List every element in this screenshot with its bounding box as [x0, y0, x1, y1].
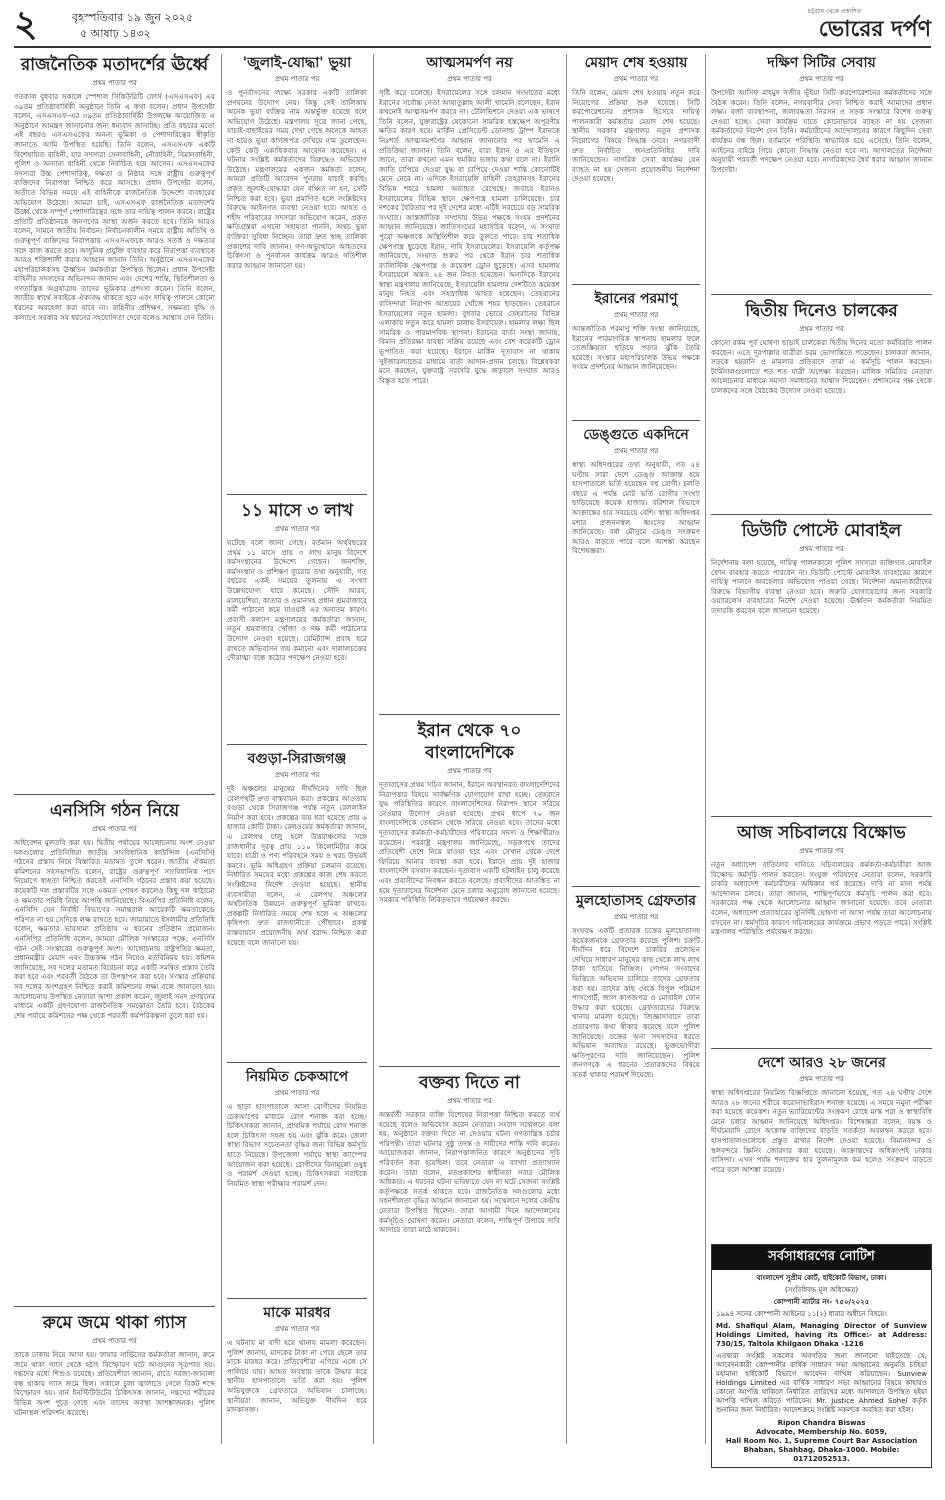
article-body: এ ছাড়া হাসপাতালে আসা রোগীদের নিয়মিত চেকআপের মাধ্যমে রোগ শনাক্ত করা হচ্ছে। চিকিৎসকরা জানান, প্রাথমিক পর্যায়ে রোগ শনাক্ত হলে চিকিৎসা সহজ হয় এবং ঝুঁকি কমে। জেলা স্বাস্থ্য বিভাগ সচেতনতা বৃদ্ধির জন্য বিভিন্ন কর্মসূচি হাতে নিয়েছে। উপজেলা পর্যায়ে স্বাস্থ্য ক্যাম্পের আয়োজন করা হয়েছে। রোগীদের বিনামূল্যে ওষুধ ও পরামর্শ দেওয়া হচ্ছে। চিকিৎসকরা সবাইকে নিয়মিত স্বাস্থ্য পরীক্ষার পরামর্শ দেন। — [227, 1102, 367, 1188]
article-headline: মুলহোতাসহ গ্রেফতার — [576, 893, 696, 909]
continued-label: প্রথম পাতার পর — [799, 847, 844, 855]
article-body: এ ঘটনায় মা বাদী হয়ে থানায় মামলা করেছেন। পুলিশ জানায়, মাদকের টাকা না পেয়ে ছেলে তার মাকে মারধর করে। প্রতিবেশীরা এগিয়ে এলে সে পালিয়ে যায়। আহত অবস্থায় তাকে উদ্ধার করে স্থানীয় হাসপাতালে ভর্তি করা হয়। পুলিশ অভিযুক্তকে গ্রেফতারে অভিযান চালাচ্ছে। স্থানীয়রা জানান, অভিযুক্ত দীর্ঘদিন ধরে মাদকাসক্ত। — [227, 1338, 367, 1415]
article — [14, 54, 215, 788]
continued-label: প্রথম পাতার পর — [274, 75, 320, 83]
article-body: অন্তর্বর্তী সরকার ব্যক্তি বিশেষের নিরাপত্তা নিশ্চিত করতে ব্যর্থ হয়েছে বলেও অভিযোগ করেন নেতারা। সংবাদ সম্মেলনে বলা হয়, অনুষ্ঠানে বক্তব্য দিতে না দেওয়ার ঘটনা গণতান্ত্রিক চর্চার পরিপন্থী। তারা ঘটনার সুষ্ঠু তদন্ত ও দায়ীদের শাস্তি দাবি করেন। আয়োজকরা জানান, নিরাপত্তাজনিত কারণে অনুষ্ঠানের সূচি পরিবর্তন করা হয়েছিল। তবে নেতারা এ ব্যাখ্যা প্রত্যাখ্যান করেন। তারা বলেন, মতপ্রকাশের স্বাধীনতা সবার মৌলিক অধিকার। এ ধরনের ঘটনা ভবিষ্যতে যেন না ঘটে সেজন্য সংশ্লিষ্ট কর্তৃপক্ষকে সতর্ক থাকতে হবে। রাজনৈতিক দলগুলোর মধ্যে সহনশীলতা বৃদ্ধির আহ্বান জানানো হয়। সম্মেলনে দলের কেন্দ্রীয় নেতারা উপস্থিত ছিলেন। তারা আগামী দিনে আন্দোলনের কর্মসূচিও ঘোষণা করেন। নেতারা বলেন, শান্তিপূর্ণ উপায়ে দাবি আদায়ে তারা মাঠে থাকবেন। — [379, 1110, 560, 1235]
article-headline: ইরানের পরমাণু — [594, 291, 678, 307]
continued-label: প্রথম পাতার পর — [274, 1325, 320, 1333]
continued-label: প্রথম পাতার পর — [274, 1089, 320, 1097]
article-body: আন্তর্জাতিক পরমাণু শক্তি সংস্থা জানিয়েছে, ইরানের পারমাণবিক স্থাপনায় হামলার ফলে তেজস্ক্রিয়তা ছড়িয়ে পড়ার ঝুঁকি তৈরি হয়েছে। সংস্থার মহাপরিচালক উভয় পক্ষকে সংযম প্রদর্শনের আহ্বান জানিয়েছেন। — [572, 324, 700, 372]
article — [572, 892, 700, 1496]
column-1 — [14, 54, 215, 1444]
column-divider — [705, 54, 706, 1444]
article-body: গতকাল বুধবার সকালে স্পেশাল সিকিউরিটি ফোর্স (এসএসএফ) এর ৩৯তম প্রতিষ্ঠাবার্ষিকী অনুষ্ঠানে তিনি এ কথা বলেন। প্রধান উপদেষ্টা বলেন, এসএসএফ-এর ৩৯তম প্রতিষ্ঠাবার্ষিকী উপলক্ষে আয়োজিত এ অনুষ্ঠানে আমন্ত্রণ জানানোর জন্য ধন্যবাদ জানাচ্ছি। প্রতি বছরের মতো এই বছরও এসএসএফের অনন্য ভূমিকা ও পেশাদারিত্বের স্বীকৃতি জানাতে আমি উপস্থিত হয়েছি। তিনি বলেন, এসএসএফ একটি বিশেষায়িত বাহিনী, যার সদস্যরা সেনাবাহিনী, নৌবাহিনী, বিমানবাহিনী, পুলিশ ও অন্যান্য বাহিনী থেকে নির্বাচিত হয়ে আসেন। এসএসএফের সদস্যরা উচ্চ পেশাদারিত্ব, দক্ষতা ও নিষ্ঠার সঙ্গে রাষ্ট্রীয় গুরুত্বপূর্ণ ব্যক্তিদের নিরাপত্তা নিশ্চিত করে আসছে। প্রধান উপদেষ্টা বলেন, অতীতে বিভিন্ন সময়ে এই বাহিনীকে রাজনৈতিক উদ্দেশ্যে ব্যবহারের অভিযোগ উঠেছে। আমরা চাই, এসএসএফ রাজনৈতিক মতাদর্শের ঊর্ধ্বে থেকে সম্পূর্ণ পেশাদারিত্বের সঙ্গে তার দায়িত্ব পালন করবে। রাষ্ট্রের প্রতিটি প্রতিষ্ঠানকে জনগণের আস্থা অর্জন করতে হবে। তিনি আরও বলেন, সামনে জাতীয় নির্বাচন। নির্বাচনকালীন সময়ে রাষ্ট্রীয় অতিথি ও গুরুত্বপূর্ণ ব্যক্তিদের নিরাপত্তায় এসএসএফকে আরও সতর্ক ও দক্ষতার সঙ্গে কাজ করতে হবে। আধুনিক প্রযুক্তি ব্যবহার করে নিরাপত্তা ব্যবস্থাকে আরও শক্তিশালী করার আহ্বান জানান তিনি। অনুষ্ঠানে এসএসএফের মহাপরিচালকসহ ঊর্ধ্বতন কর্মকর্তারা উপস্থিত ছিলেন। প্রধান উপদেষ্টা বাহিনীর সদস্যদের অভিনন্দন জানান এবং দেশের শান্তি, স্থিতিশীলতা ও গণতান্ত্রিক অগ্রযাত্রায় তাদের ভূমিকার প্রশংসা করেন। তিনি বলেন, জাতীয় স্বার্থে সবাইকে ঐক্যবদ্ধ থাকতে হবে এবং দায়িত্ব পালনে কোনো ধরনের অবহেলা করা যাবে না। বাহিনীর প্রশিক্ষণ, সক্ষমতা বৃদ্ধি ও কল্যাণে সরকার সব ধরনের সহযোগিতা দেবে বলেও আশ্বাস দেন তিনি। — [14, 92, 215, 322]
article-body: দূতাবাসের প্রথম সচিব জানান, ইরানে অবস্থানরত বাংলাদেশিদের নিরাপত্তার বিষয়ে সার্বক্ষণিক যোগাযোগ রাখা হচ্ছে। তেহরানে যুদ্ধ পরিস্থিতির কারণে বাংলাদেশিদের নিরাপদ স্থানে সরিয়ে নেওয়ার উদ্যোগ নেওয়া হয়েছে। প্রথম ধাপে ৭০ জন বাংলাদেশিকে তেহরান থেকে সরিয়ে নেওয়া হবে। তাদের মধ্যে দূতাবাসের কর্মকর্তা-কর্মচারীদের পরিবারের সদস্য ও শিক্ষার্থীরাও রয়েছেন। পররাষ্ট্র মন্ত্রণালয় জানিয়েছে, সড়কপথে তাদের প্রতিবেশী দেশে নিয়ে যাওয়া হবে এবং সেখান থেকে দেশে ফিরিয়ে আনার ব্যবস্থা করা হবে। ইরানে প্রায় দুই হাজার বাংলাদেশি বসবাস করছেন। দূতাবাস একটি হটলাইন চালু করেছে এবং প্রবাসীদের নিবন্ধন করতে বলেছে। প্রবাসীদের আতঙ্কিত না হয়ে দূতাবাসের নির্দেশনা মেনে চলার অনুরোধ জানানো হয়েছে। সরকার পরিস্থিতি নিবিড়ভাবে পর্যবেক্ষণ করছে। — [379, 780, 560, 905]
article-headline: এনসিসি গঠন নিয়ে — [49, 801, 180, 821]
continued-label: প্রথম পাতার পর — [799, 325, 844, 333]
article-body: তাকে ঢাকায় নিয়ে আসা হয়। ফায়ার সার্ভিসের কর্মকর্তারা জানান, রুমে জমে থাকা গ্যাস থেকে হঠাৎ বিস্ফোরণ ঘটে আগুনের সূত্রপাত হয়। দগ্ধদের মধ্যে শিশুও রয়েছে। প্রতিবেশীরা জানান, রাতে দরজা-জানালা বন্ধ থাকায় গ্যাস জমে ছিল। সকালে চুলা জ্বালাতে গেলে বিকট শব্দে বিস্ফোরণ হয়। বার্ন ইনস্টিটিউটের চিকিৎসক জানান, দগ্ধদের শরীরের বিভিন্ন অংশ পুড়ে গেছে এবং তাদের অবস্থা আশঙ্কাজনক। পুলিশ ঘটনাস্থল পরিদর্শন করেছে। — [14, 1350, 215, 1417]
article-body: স্বাস্থ্য অধিদপ্তরের নিয়মিত বিজ্ঞপ্তিতে জানানো হয়েছে, গত ২৪ ঘণ্টায় দেশে আরও ২৮ জনের শরীরে করোনাভাইরাস শনাক্ত হয়েছে। এ সময়ে নমুনা পরীক্ষা করা হয়েছে কয়েকশ। নতুন ভ্যারিয়েন্টের সংক্রমণ রোধে মাস্ক পরা ও স্বাস্থ্যবিধি মেনে চলার আহ্বান জানিয়েছে অধিদপ্তর। বিশেষজ্ঞরা বলেন, বয়স্ক ও দীর্ঘমেয়াদি রোগে আক্রান্ত ব্যক্তিদের বাড়তি সতর্কতা অবলম্বন করতে হবে। হাসপাতালগুলোকে প্রস্তুত রাখার নির্দেশ দেওয়া হয়েছে। বিমানবন্দর ও স্থলবন্দরে স্ক্রিনিং জোরদার করা হয়েছে। আক্রান্তদের অধিকাংশই ঢাকার বাসিন্দা। এখন পর্যন্ত শনাক্তের হার তুলনামূলক কম হলেও সংক্রমণ বাড়তে পারে বলে আশঙ্কা রয়েছে। — [711, 1088, 932, 1174]
article — [572, 290, 700, 414]
continued-label: প্রথম পাতার পর — [92, 825, 137, 833]
date-line-bangla: ৫ আষাঢ় ১৪৩২ — [80, 27, 151, 40]
article-headline: রাজনৈতিক মতাদর্শের ঊর্ধ্বে — [20, 55, 209, 75]
article — [711, 520, 932, 810]
article-headline: নিয়মিত চেকআপে — [245, 1069, 349, 1085]
date-line: বৃহস্পতিবার ১৯ জুন ২০২৫ — [72, 11, 194, 24]
continued-label: প্রথম পাতার পর — [799, 1075, 844, 1083]
article — [572, 54, 700, 278]
article-headline: আজ সচিবালয়ে বিক্ষোভ — [737, 823, 906, 843]
logo-tagline: চট্টগ্রাম থেকে প্রকাশিত — [807, 8, 861, 15]
article-headline: বগুড়া-সিরাজগঞ্জ — [247, 751, 347, 767]
article — [711, 54, 932, 288]
column-4 — [572, 54, 700, 1444]
article-body: তিনি বলেন, মেয়াদ শেষ হওয়ায় নতুন করে নিয়োগের প্রক্রিয়া শুরু হয়েছে। সিটি করপোরেশনের প্রশাসক হিসেবে দায়িত্ব পালনকারী কর্মকর্তার মেয়াদ শেষ হয়েছে। স্থানীয় সরকার মন্ত্রণালয় নতুন প্রশাসক নিয়োগের বিষয়ে সিদ্ধান্ত নেবে। নগরবাসী দ্রুত নির্বাচিত জনপ্রতিনিধির দাবি জানিয়েছেন। নাগরিক সেবা কার্যক্রম যেন ব্যাহত না হয় সেজন্য প্রয়োজনীয় নির্দেশনা দেওয়া হয়েছে। — [572, 88, 700, 184]
continued-label: প্রথম পাতার পর — [92, 79, 137, 87]
article — [711, 300, 932, 508]
notice-jurisdiction: (সংবিধিবদ্ধ মূল অধিক্ষেত্র) — [784, 1286, 859, 1294]
article-headline: রুমে জমে থাকা গ্যাস — [42, 1313, 187, 1333]
continued-label: প্রথম পাতার পর — [274, 525, 320, 533]
article — [379, 720, 560, 1060]
article-body: স্বাস্থ্য অধিদপ্তরের তথ্য অনুযায়ী, গত ২৪ ঘণ্টায় সারা দেশে ডেঙ্গু আক্রান্ত হয়ে হাসপাতালে ভর্তি হয়েছেন বহু রোগী। চলতি বছরে এ পর্যন্ত মোট ভর্তি রোগীর সংখ্যা ছাড়িয়েছে কয়েক হাজার। বরিশাল বিভাগে আক্রান্তের হার সবচেয়ে বেশি। স্বাস্থ্য অধিদপ্তর মশার প্রজননস্থল ধ্বংসের আহ্বান জানিয়েছে। বর্ষা মৌসুমে ডেঙ্গু সংক্রমণ আরও বাড়তে পারে বলে আশঙ্কা করছেন বিশেষজ্ঞরা। — [572, 460, 700, 556]
notice-title: সর্বসাধারণের নোটিশ — [712, 1245, 931, 1270]
article-body: কোনো রকম পূর্ব ঘোষণা ছাড়াই চালকেরা দ্বিতীয় দিনের মতো কর্মবিরতি পালন করছেন। এতে দূরপাল্লার যাত্রীরা চরম ভোগান্তিতে পড়েছেন। চালকরা জানান, সড়কে হয়রানি ও মামলার প্রতিবাদে তারা এ কর্মসূচি পালন করছেন। টার্মিনালগুলোতে শত শত যাত্রী অপেক্ষা করছেন। মালিক সমিতির নেতারা আলোচনার মাধ্যমে সমস্যা সমাধানের আশ্বাস দিয়েছেন। প্রশাসনের পক্ষ থেকে চালকদের সঙ্গে বৈঠকের উদ্যোগ নেওয়া হয়েছে। — [711, 338, 932, 395]
article-body: নতুন অধ্যাদেশ বাতিলের দাবিতে সচিবালয়ের কর্মকর্তা-কর্মচারীরা আজ বিক্ষোভ কর্মসূচি পালন করবেন। সংযুক্ত পরিষদের নেতারা বলেন, সরকারি চাকরি অধ্যাদেশ কর্মচারীদের অধিকার খর্ব করেছে। দাবি না মানা পর্যন্ত আন্দোলন চলবে। তারা জানান, শান্তিপূর্ণভাবে কর্মসূচি পালন করা হবে। সরকারের পক্ষ থেকে আলোচনার আহ্বান জানানো হয়েছে। তবে নেতারা বলেন, অধ্যাদেশ প্রত্যাহারের সুনির্দিষ্ট ঘোষণা না আসা পর্যন্ত তারা আলোচনায় বসবেন না। কর্মসূচির কারণে সচিবালয়ের কার্যক্রমে প্রভাব পড়তে পারে। সংশ্লিষ্ট মন্ত্রণালয় পরিস্থিতি পর্যবেক্ষণ করছে। — [711, 860, 932, 937]
article — [572, 426, 700, 880]
advocate-role: Advocate, Membership No. 6059, — [756, 1428, 887, 1436]
article-body: অধিবেশন মুলতবি করা হয়। দ্বিতীয় পর্যায়ের আলোচনায় অংশ নেওয়া দলগুলোর প্রতিনিধিরা জাতীয় সাংবিধানিক কাউন্সিল (এনসিসি) গঠনের প্রস্তাব নিয়ে বিস্তারিত মতামত তুলে ধরেন। জাতীয় ঐকমত্য কমিশনের সহসভাপতি বলেন, রাষ্ট্রের গুরুত্বপূর্ণ সাংবিধানিক পদে নিয়োগে স্বচ্ছতা নিশ্চিত করতেই এনসিসি গঠনের প্রস্তাব করা হয়েছে। কয়েকটি দল প্রস্তাবটির সঙ্গে একমত পোষণ করলেও কিছু দল কাঠামো ও ক্ষমতার পরিধি নিয়ে আপত্তি জানিয়েছে। বিএনপির প্রতিনিধি বলেন, এনসিসি যেন নির্বাহী বিভাগের সমান্তরাল আরেকটি ক্ষমতাকেন্দ্রে পরিণত না হয় সেদিকে লক্ষ রাখতে হবে। জামায়াতে ইসলামীর প্রতিনিধি বলেন, ক্ষমতার ভারসাম্য প্রতিষ্ঠায় এ ধরনের প্রতিষ্ঠান প্রয়োজন। এনসিপির প্রতিনিধি বলেন, আমরা মৌলিক সংস্কারের পক্ষে; এনসিসি গঠন সেই সংস্কারের গুরুত্বপূর্ণ অংশ। আলোচনায় রাষ্ট্রপতির ক্ষমতা, প্রধানমন্ত্রীর মেয়াদ এবং উচ্চকক্ষ গঠন নিয়েও মতবিনিময় হয়। কমিশন জানিয়েছে, সব দলের মতামত বিবেচনা করে একটি সমন্বিত প্রস্তাব তৈরি করা হবে এবং পরবর্তী বৈঠকে তা উপস্থাপন করা হবে। সংস্কার প্রক্রিয়ায় সব দলের অংশগ্রহণ নিশ্চিত করাই কমিশনের লক্ষ্য বলে জানানো হয়। আলোচনায় উপস্থিত নেতারা আশা প্রকাশ করেন, জুলাই সনদ প্রণয়নের মাধ্যমে একটি গ্রহণযোগ্য রাজনৈতিক সমঝোতা তৈরি হবে। বৈঠকের শেষ পর্যায়ে কমিশনের পক্ষ থেকে পরবর্তী কর্মপরিকল্পনা তুলে ধরা হয়। — [14, 838, 215, 1020]
notice-body: এতদ্বারা সংশ্লিষ্ট সকলের অবগতির জন্য জানানো যাইতেছে যে, আবেদনকারী কোম্পানীর বার্ষিক সাধারণ সভা আহ্বানের অনুমতি চাহিয়া মহামান্য হাইকোর্ট বিভাগে আবেদন দাখিল করিয়াছেন। Sunview Holdings Limited এর বার্ষিক সাধারণ সভা আহ্বানের বিষয়ে কাহারও কোনো আপত্তি থাকিলে নির্ধারিত তারিখের মধ্যে আদালতে উপস্থিত হইয়া আপত্তি দাখিল করিতে পারিবেন। Mr. Justice Ahmed Sohel কর্তৃক শুনানির জন্য নির্ধারিত। আদেশক্রমে সংশ্লিষ্ট সকলকে অবহিত করা হইল। — [716, 1352, 927, 1414]
notice-court: বাংলাদেশ সুপ্রীম কোর্ট, হাইকোর্ট বিভাগ, ঢাকা। — [756, 1274, 887, 1282]
article-headline: বক্তব্য দিতে না — [419, 1073, 520, 1093]
notice-case-number: কোম্পানী ম্যাটার নং- ৭৫০/২০২৫ — [773, 1298, 870, 1306]
article-headline: দেশে আরও ২৮ জনের — [757, 1055, 886, 1071]
continued-label: প্রথম পাতার পর — [613, 311, 659, 319]
notice-body: ১৯৯৪ সনের কোম্পানী আইনের ১১(২) ধারার অধীনে বিষয়ে। — [716, 1310, 887, 1318]
article-body: দুই অঞ্চলের মানুষের দীর্ঘদিনের দাবি ছিল রেলপথটি দ্রুত বাস্তবায়ন করা। প্রকল্পের আওতায় বগুড়া থেকে সিরাজগঞ্জ পর্যন্ত নতুন রেললাইন নির্মাণ করা হবে। প্রকল্পের ব্যয় ধরা হয়েছে প্রায় ৬ হাজার কোটি টাকা। রেলওয়ের কর্মকর্তারা জানান, এ রেলপথ চালু হলে উত্তরাঞ্চলের সঙ্গে রাজধানীর দূরত্ব প্রায় ১১০ কিলোমিটার কমে যাবে। যাত্রী ও পণ্য পরিবহনে সময় ও খরচ উভয়ই কমবে। ভূমি অধিগ্রহণ প্রক্রিয়া চলমান রয়েছে। নির্ধারিত সময়ের মধ্যে প্রকল্পের কাজ শেষ করতে সংশ্লিষ্টদের নির্দেশ দেওয়া হয়েছে। স্থানীয় ব্যবসায়ীরা বলেন, এ রেলপথ অঞ্চলের অর্থনৈতিক উন্নয়নে গুরুত্বপূর্ণ ভূমিকা রাখবে। প্রকল্পটি নির্ধারিত সময়ে শেষ হলে এ অঞ্চলের কৃষিপণ্য দ্রুত রাজধানীতে পৌঁছাবে। প্রকল্প বাস্তবায়নে প্রয়োজনীয় অর্থ বরাদ্দ নিশ্চিত করা হয়েছে বলে জানানো হয়। — [227, 784, 367, 947]
article-headline: মেয়াদ শেষ হওয়ায় — [584, 55, 688, 71]
article-body: ঘটেছে বলে জানা গেছে। বর্তমান অর্থবছরের প্রথম ১১ মাসে প্রায় ৩ লাখ মানুষ বিদেশে কর্মসংস্থানের উদ্দেশ্যে গেছেন। জনশক্তি, কর্মসংস্থান ও প্রশিক্ষণ ব্যুরোর তথ্য অনুযায়ী, গত বছরের একই সময়ের তুলনায় এ সংখ্যা উল্লেখযোগ্য হারে কমেছে। সৌদি আরব, মালয়েশিয়া, কাতার ও ওমানসহ প্রধান শ্রমবাজারে কর্মী পাঠানো কমে যাওয়াই এর অন্যতম কারণ। প্রবাসী কল্যাণ মন্ত্রণালয়ের কর্মকর্তারা জানান, নতুন শ্রমবাজার খোঁজা ও দক্ষ কর্মী পাঠানোর উদ্যোগ নেওয়া হয়েছে। রেমিট্যান্স প্রবাহ ধরে রাখতে অভিবাসন ব্যয় কমানো এবং দালালচক্রের দৌরাত্ম্য বন্ধে কঠোর পদক্ষেপ নেওয়া হবে। — [227, 538, 367, 663]
article — [227, 500, 367, 738]
column-3 — [379, 54, 560, 1444]
article-headline: 'জুলাই-যোদ্ধা' ভুয়া — [242, 55, 352, 71]
article-body: উপদেষ্টা আসিফ মাহমুদ সজীব ভূঁইয়া সিটি করপোরেশনের কর্মকর্তাদের সঙ্গে বৈঠক করেন। তিনি বলেন, নগরবাসীর সেবা নিশ্চিত করাই আমাদের প্রধান লক্ষ্য। বর্জ্য ব্যবস্থাপনা, জলাবদ্ধতা নিরসন ও সড়ক সংস্কারে বিশেষ গুরুত্ব দেওয়া হচ্ছে। সেবা কার্যক্রম যাতে কোনোভাবে ব্যাহত না হয় সেজন্য কর্মকর্তাদের নির্দেশ দেন তিনি। কর্মচারীদের আন্দোলনের কারণে কিছুদিন সেবা কার্যক্রম বন্ধ ছিল। বর্তমানে পরিস্থিতি স্বাভাবিক হয়ে এসেছে। তিনি বলেন, আইনের বাইরে গিয়ে কোনো সিদ্ধান্ত নেওয়া হবে না। আদালতের নির্দেশনা অনুযায়ী পরবর্তী পদক্ষেপ নেওয়া হবে। নাগরিকদের ধৈর্য ধরার আহ্বান জানান উপদেষ্টা। — [711, 88, 932, 174]
article-body: সৃষ্টি করে চলেছে। ইসরায়েলের সঙ্গে চলমান সংঘাতের মধ্যে ইরানের সর্বোচ্চ নেতা আয়াতুল্লাহ আলী খামেনি বলেছেন, ইরান কখনোই আত্মসমর্পণ করবে না। টেলিভিশনে দেওয়া এক ভাষণে তিনি বলেন, যুক্তরাষ্ট্রের যেকোনো সামরিক হস্তক্ষেপ অপূরণীয় ক্ষতির কারণ হবে। মার্কিন প্রেসিডেন্ট ডোনাল্ড ট্রাম্প ইরানকে নিঃশর্ত আত্মসমর্পণের আহ্বান জানানোর পর খামেনি এ প্রতিক্রিয়া জানান। তিনি বলেন, যারা ইরান ও এর ইতিহাস জানে, তারা কখনো এমন হুমকির ভাষায় কথা বলে না। ইরানি জাতি চাপিয়ে দেওয়া যুদ্ধ বা চাপিয়ে দেওয়া শান্তি কোনোটিই মেনে নেবে না। এদিকে ইসরায়েলি বাহিনী তেহরানসহ ইরানের বিভিন্ন শহরে হামলা অব্যাহত রেখেছে। জবাবে ইরানও ইসরায়েলের বিভিন্ন স্থানে ক্ষেপণাস্ত্র হামলা চালিয়েছে। চার দশকের বৈরিতার পর দুই দেশের মধ্যে এটিই সবচেয়ে বড় সামরিক সংঘাত। আন্তর্জাতিক সম্প্রদায় উভয় পক্ষকে সংযম প্রদর্শনের আহ্বান জানিয়েছে। জাতিসংঘের মহাসচিব বলেন, এ সংঘাত পুরো অঞ্চলকে অস্থিতিশীল করে তুলতে পারে। চার শতাধিক ক্ষেপণাস্ত্র ছুড়েছে ইরান, দাবি ইসরায়েলের। ইসরায়েলি কর্তৃপক্ষ জানিয়েছে, সংঘাত শুরুর পর থেকে ইরান চার শতাধিক ব্যালিস্টিক ক্ষেপণাস্ত্র ও কয়েকশ ড্রোন ছুড়েছে। এসব হামলায় ইসরায়েলে অন্তত ২৪ জন নিহত হয়েছেন। অন্যদিকে ইরানের স্বাস্থ্য মন্ত্রণালয় জানিয়েছে, ইসরায়েলি হামলায় দেশটিতে কয়েকশ মানুষ নিহত এবং সহস্রাধিক আহত হয়েছেন। তেহরানের বাসিন্দারা নিরাপদ আশ্রয়ের খোঁজে শহর ছাড়ছেন। তেহরানে ইসরায়েলের নতুন হামলা। বুধবার ভোরে তেহরানের বিভিন্ন এলাকায় নতুন করে হামলা চালায় ইসরায়েল। হামলার লক্ষ্য ছিল সামরিক ও পারমাণবিক স্থাপনা। ইরানের বার্তা সংস্থা জানায়, বিমান প্রতিরক্ষা ব্যবস্থা সক্রিয় রয়েছে এবং বেশ কয়েকটি ড্রোন ভূপাতিত করা হয়েছে। ইরানে মার্কিন দূতাবাস না থাকায় সুইজারল্যান্ডের মাধ্যমে বার্তা আদান-প্রদান চলছে। বিশ্লেষকরা মনে করছেন, যুক্তরাষ্ট্র সরাসরি যুদ্ধে জড়ালে সংঘাত আরও বিস্তৃত হতে পারে। — [379, 88, 560, 385]
continued-label: প্রথম পাতার পর — [613, 913, 659, 921]
column-2 — [227, 54, 367, 1444]
article — [227, 54, 367, 488]
continued-label: প্রথম পাতার পর — [799, 75, 844, 83]
article — [379, 54, 560, 708]
continued-label: প্রথম পাতার পর — [447, 1097, 492, 1105]
article-headline: ইরান থেকে ৭০ বাংলাদেশিকে — [417, 721, 522, 763]
article-body: ও পুনর্বাসনের লক্ষ্যে সরকার একটি তালিকা প্রণয়নের উদ্যোগ নেয়। কিন্তু সেই তালিকায় অনেক ভুয়া ব্যক্তির নাম অন্তর্ভুক্ত হয়েছে বলে অভিযোগ উঠেছে। মন্ত্রণালয় সূত্রে জানা গেছে, যাচাই-বাছাইয়ের সময় দেখা গেছে অনেকে আহত না হয়েও ভুয়া কাগজপত্র দেখিয়ে নাম তুলেছেন। কেউ কেউ একাধিকবার আবেদন করেছেন। এ ঘটনায় সংশ্লিষ্ট কর্মকর্তাদের বিরুদ্ধেও অভিযোগ উঠেছে। মন্ত্রণালয়ের একজন কর্মকর্তা বলেন, আমরা প্রতিটি আবেদন পুনরায় যাচাই করছি। প্রকৃত জুলাই-যোদ্ধারা যেন বঞ্চিত না হন, সেটি নিশ্চিত করা হবে। ভুয়া প্রমাণিত হলে সংশ্লিষ্টদের বিরুদ্ধে আইনগত ব্যবস্থা নেওয়া হবে। আহত ও শহীদ পরিবারের সদস্যরা অভিযোগ করেন, প্রকৃত ক্ষতিগ্রস্তরা এখনো সহায়তা পাননি, অথচ ভুয়া ব্যক্তিরা সুবিধা নিচ্ছেন। তারা দ্রুত স্বচ্ছ তালিকা প্রকাশের দাবি জানান। গণ-অভ্যুত্থানে আহতদের চিকিৎসা ও পুনর্বাসন কার্যক্রম আরও গতিশীল করার আহ্বান জানানো হয়। — [227, 88, 367, 270]
article — [379, 1072, 560, 1500]
article-body: সংঘবদ্ধ একটি প্রতারক চক্রের মূলহোতাসহ কয়েকজনকে গ্রেফতার করেছে পুলিশ। চক্রটি দীর্ঘদিন ধরে বিদেশে চাকরির প্রলোভন দেখিয়ে সাধারণ মানুষের কাছ থেকে লাখ লাখ টাকা হাতিয়ে নিচ্ছিল। গোপন সংবাদের ভিত্তিতে অভিযান চালিয়ে তাদের গ্রেফতার করা হয়। তাদের কাছ থেকে বিপুল পরিমাণ পাসপোর্ট, জাল কাগজপত্র ও মোবাইল ফোন উদ্ধার করা হয়েছে। গ্রেফতারদের বিরুদ্ধে থানায় মামলা হয়েছে। জিজ্ঞাসাবাদে তারা প্রতারণার কথা স্বীকার করেছে বলে পুলিশ জানিয়েছে। চক্রের অন্য সদস্যদের ধরতে অভিযান অব্যাহত রয়েছে। ভুক্তভোগীরা ক্ষতিপূরণের দাবি জানিয়েছেন। পুলিশ জনগণকে এ ধরনের প্রতারকদের বিষয়ে সতর্ক থাকার পরামর্শ দিয়েছে। — [572, 926, 700, 1079]
column-divider — [566, 54, 567, 1444]
article-body: নির্দেশনায় বলা হয়েছে, দায়িত্ব পালনকালে পুলিশ সদস্যরা ব্যক্তিগত মোবাইল ফোন ব্যবহার করতে পারবেন না। ডিউটি পোস্টে মোবাইল ব্যবহারের কারণে দায়িত্ব পালনে অবহেলার অভিযোগ পাওয়া গেছে। নির্দেশনা অমান্যকারীদের বিরুদ্ধে বিভাগীয় ব্যবস্থা নেওয়া হবে। জরুরি যোগাযোগের জন্য সরকারি ওয়্যারলেস ব্যবহারের নির্দেশ দেওয়া হয়েছে। ঊর্ধ্বতন কর্মকর্তারা নিয়মিত তদারকি করবেন বলে জানানো হয়েছে। — [711, 558, 932, 615]
column-divider — [373, 54, 374, 1444]
masthead — [14, 3, 931, 48]
notice-signature — [716, 1419, 927, 1464]
continued-label: প্রথম পাতার পর — [92, 1337, 137, 1345]
advocate-name: Ripon Chandra Biswas — [777, 1419, 866, 1427]
article — [227, 1304, 367, 1468]
continued-label: প্রথম পাতার পর — [274, 771, 320, 779]
newspaper-logo: ভোরের দর্পণ — [818, 16, 931, 42]
legal-notice — [711, 1244, 932, 1468]
continued-label: প্রথম পাতার পর — [799, 545, 844, 553]
article-headline: ডিউটি পোস্টে মোবাইল — [741, 521, 902, 541]
article-headline: ডেঙ্গুতে একদিনে — [583, 427, 689, 443]
article — [14, 800, 215, 1300]
continued-label: প্রথম পাতার পর — [447, 75, 492, 83]
notice-petitioner: Md. Shafiqul Alam, Managing Director of Sunview Holdings Limited, having its Office:- at Address: 730/15, Taltola Khilgaon Dhaka -1216 — [716, 1322, 927, 1348]
page-number: ২ — [14, 3, 38, 45]
column-5 — [711, 54, 932, 1463]
article-headline: মাকে মারধর — [263, 1305, 331, 1321]
column-divider — [221, 54, 222, 1444]
article-headline: আত্মসমর্পণ নয় — [426, 55, 513, 71]
continued-label: প্রথম পাতার পর — [613, 447, 659, 455]
article — [711, 822, 932, 1042]
article — [14, 1312, 215, 1460]
article-headline: দক্ষিণ সিটির সেবায় — [767, 55, 876, 71]
continued-label: প্রথম পাতার পর — [447, 767, 492, 775]
article-headline: ১১ মাসে ৩ লাখ — [240, 501, 354, 521]
article-headline: দ্বিতীয় দিনেও চালকের — [745, 301, 898, 321]
article — [711, 1054, 932, 1238]
article — [227, 750, 367, 1056]
article — [227, 1068, 367, 1292]
continued-label: প্রথম পাতার পর — [613, 75, 659, 83]
advocate-address: Hall Room No. 1, Supreme Court Bar Association Bhaban, Shahbag, Dhaka-1000. Mobile: 01712052513. — [725, 1437, 918, 1463]
